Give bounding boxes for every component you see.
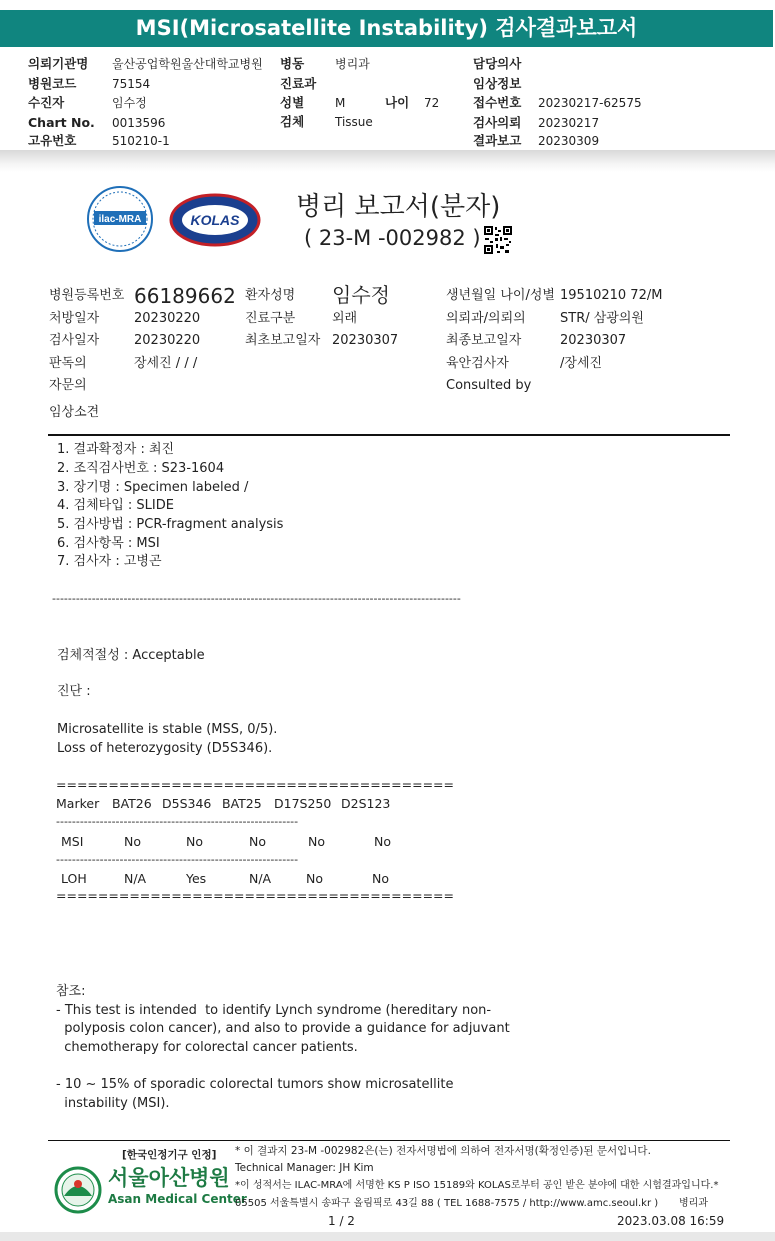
ref-value: STR/ 삼광의원 [560,311,644,326]
qr-code-icon [483,225,513,255]
report-title-bar: MSI(Microsatellite Instability) 검사결과보고서 [0,10,773,47]
reader-value: 장세진 / / / [134,356,198,371]
sex-label: 성별 [280,95,305,110]
ward-value: 병리과 [335,57,370,71]
note-line-2: polyposis colon cancer), and also to provide a guidance for adjuvant [56,1021,510,1036]
table-row-msi-bat26: No [124,834,141,849]
receipt-no-label: 접수번호 [473,95,522,110]
item-5: 5. 검사방법 : PCR-fragment analysis [57,517,284,532]
advisor-label: 자문의 [49,378,87,393]
table-header-marker: Marker [56,796,100,811]
cert-label: [한국인정기구 인정] [122,1149,217,1161]
page-number: 1 / 2 [328,1214,355,1228]
svg-text:KOLAS: KOLAS [190,212,240,228]
recipient-value: 임수정 [112,96,147,110]
table-row-loh-label: LOH [61,871,87,886]
ref-label: 의뢰과/의뢰의 [446,311,526,326]
table-header-d2s123: D2S123 [341,796,391,811]
final-report-label: 최종보고일자 [446,333,522,348]
report-date-label: 결과보고 [473,133,522,148]
unique-no-value: 510210-1 [112,134,170,148]
footer-line-2: Technical Manager: JH Kim [235,1162,374,1174]
first-report-value: 20230307 [332,333,399,348]
item-1: 1. 결과확정자 : 최진 [57,442,175,457]
note-line-1: - This test is intended to identify Lynch syndrome (hereditary non- [56,1003,492,1018]
item-6: 6. 검사항목 : MSI [57,536,160,551]
notes-label: 참조: [56,984,86,999]
header-separator [0,150,775,172]
dash-separator: ------------------------------------------------------------------------------------------------------- [52,592,461,605]
department-label: 진료과 [280,76,317,91]
specimen-label: 검체 [280,114,305,129]
request-date-label: 검사의뢰 [473,115,522,130]
gross-label: 육안검사자 [446,356,509,371]
hospital-code-value: 75154 [112,77,151,91]
asan-medical-center-emblem-icon [54,1166,102,1214]
specimen-adequacy: 검체적절성 : Acceptable [57,648,205,663]
table-eq-line-bottom: ====================================== [56,888,454,903]
ilac-mra-logo [86,185,154,253]
footer-dept: 병리과 [679,1198,708,1209]
kolas-logo [169,193,261,247]
specimen-value: Tissue [335,115,373,129]
rx-date-label: 처방일자 [49,311,100,326]
ward-label: 병동 [280,56,305,71]
diagnosis-label: 진단 : [57,684,91,699]
print-timestamp: 2023.03.08 16:59 [617,1214,725,1228]
doctor-label: 담당의사 [473,56,522,71]
hospital-code-label: 병원코드 [28,76,77,91]
reader-label: 판독의 [49,356,87,371]
gross-value: /장세진 [560,356,603,371]
item-3: 3. 장기명 : Specimen labeled / [57,480,249,495]
table-row-msi-d5s346: No [186,834,203,849]
age-value: 72 [424,96,440,110]
table-row-msi-d2s123: No [374,834,391,849]
final-report-value: 20230307 [560,333,627,348]
table-header-bat26: BAT26 [112,796,152,811]
footer-rule [48,1140,730,1141]
clinical-info-label: 임상정보 [473,76,522,91]
svg-text:ilac-MRA: ilac-MRA [98,214,142,225]
footer-line-4: 05505 서울특별시 송파구 올림픽로 43길 88 ( TEL 1688-7575 / http://www.amc.seoul.kr ) [235,1198,659,1209]
patient-label: 환자성명 [245,288,296,303]
note-line-3: chemotherapy for colorectal cancer patients. [56,1040,358,1055]
institution-value: 울산공업학원울산대학교병원 [112,57,263,71]
rx-date-value: 20230220 [134,311,201,326]
table-row-loh-d2s123: No [372,871,389,886]
patient-value: 임수정 [332,283,390,307]
table-header-bat25: BAT25 [222,796,262,811]
table-header-d17s250: D17S250 [274,796,332,811]
sex-value: M [335,96,346,110]
table-row-msi-bat25: No [249,834,266,849]
birth-label: 생년월일 나이/성별 [446,288,555,303]
hospital-name-en: Asan Medical Center [108,1192,247,1206]
table-row-loh-d5s346: Yes [186,871,207,886]
table-row-msi-d17s250: No [308,834,325,849]
table-eq-line-top: ====================================== [56,777,454,792]
note-line-4: - 10 ~ 15% of sporadic colorectal tumors show microsatellite [56,1077,454,1092]
item-4: 4. 검체타입 : SLIDE [57,498,174,513]
clinic-type-value: 외래 [332,311,358,326]
age-label: 나이 [385,95,410,110]
first-report-label: 최초보고일자 [245,333,321,348]
reg-no-label: 병원등록번호 [49,288,125,303]
table-row-msi-label: MSI [61,834,84,849]
item-7: 7. 검사자 : 고병곤 [57,554,162,569]
item-2: 2. 조직검사번호 : S23-1604 [57,461,225,476]
table-row-loh-bat26: N/A [124,871,147,886]
unique-no-label: 고유번호 [28,133,77,148]
diagnosis-line-1: Microsatellite is stable (MSS, 0/5). [57,722,278,737]
table-header-d5s346: D5S346 [162,796,212,811]
report-date-value: 20230309 [538,134,600,148]
footer-line-1: * 이 결과지 23-M -002982은(는) 전자서명법에 의하여 전자서명(확정인증)된 문서입니다. [235,1145,651,1157]
chart-no-value: 0013596 [112,116,166,130]
footer-line-3: *이 성적서는 ILAC-MRA에 서명한 KS P ISO 15189와 KOLAS로부터 공인 받은 분야에 대한 시험결과입니다.* [235,1180,719,1191]
report-number: ( 23-M -002982 ) [304,226,481,250]
reg-no-value: 66189662 [134,284,236,308]
exam-date-value: 20230220 [134,333,201,348]
exam-date-label: 검사일자 [49,333,100,348]
note-line-5: instability (MSI). [56,1096,170,1111]
report-title: 병리 보고서(분자) [296,192,501,222]
table-row-loh-d17s250: No [306,871,323,886]
institution-label: 의뢰기관명 [28,56,89,71]
section-rule-top [48,434,730,436]
table-dash-line-1: ------------------------------------------------------------- [56,815,299,828]
clinic-type-label: 진료구분 [245,311,296,326]
hospital-name-kr: 서울아산병원 [108,1166,230,1190]
consulted-label: Consulted by [446,378,532,393]
receipt-no-value: 20230217-62575 [538,96,642,110]
clinical-opinion-label: 임상소견 [49,405,100,420]
request-date-value: 20230217 [538,116,600,130]
recipient-label: 수진자 [28,95,65,110]
page-bottom-edge [0,1232,775,1241]
birth-value: 19510210 72/M [560,288,663,303]
diagnosis-line-2: Loss of heterozygosity (D5S346). [57,741,273,756]
table-dash-line-2: ------------------------------------------------------------- [56,853,299,866]
chart-no-label: Chart No. [28,115,95,130]
table-row-loh-bat25: N/A [249,871,272,886]
